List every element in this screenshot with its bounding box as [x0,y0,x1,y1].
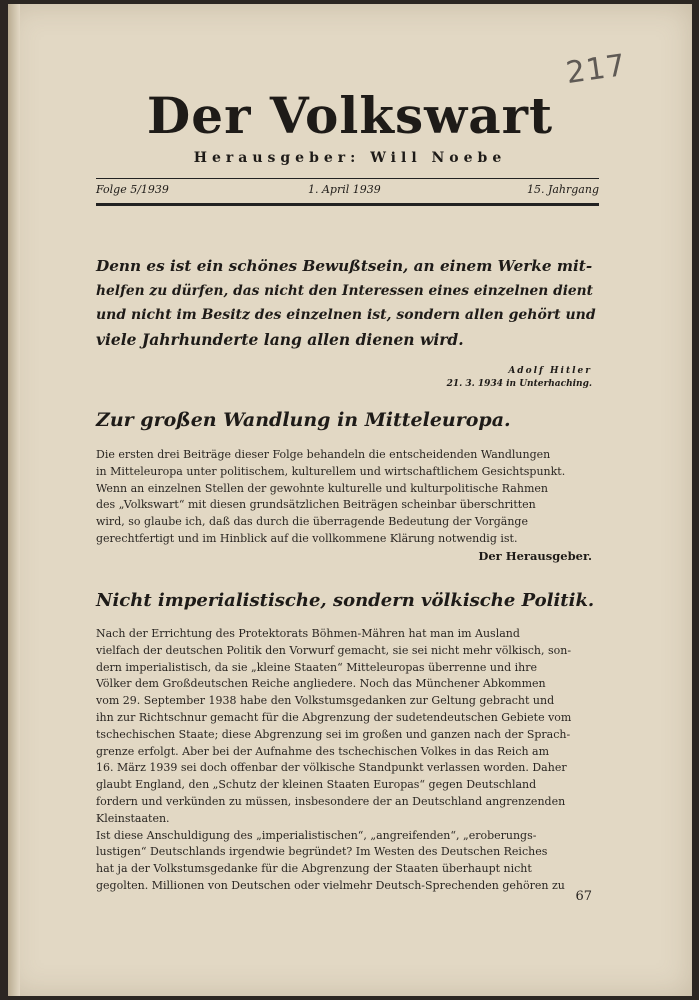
quote-line: Denn es ist ein schönes Bewußtsein, an einem Werke mit- [96,257,593,275]
text-line: fordern und verkünden zu müssen, insbesondere der an Deutschland angrenzenden [96,794,566,808]
issue-volume: 15. Jahrgang [526,183,599,196]
quote-line: helfen zu dürfen, das nicht den Interessen eines einzelnen dient [96,282,594,299]
text-line: gerechtfertigt und im Hinblick auf die vollkommene Klärung notwendig ist. [96,531,518,545]
text-line: lustigen“ Deutschlands irgendwie begründet? Im Westen des Deutschen Reiches [96,845,548,859]
text-line: Die ersten drei Beiträge dieser Folge behandeln die entscheidenden Wandlungen [96,448,551,461]
handwritten-page-mark: 217 [563,47,629,92]
masthead-title: Der Volkswart [146,86,554,145]
text-line: Ist diese Anschuldigung des „imperialistischen“, „angreifenden“, „eroberungs- [96,828,537,842]
epigraph-quote [96,254,599,352]
issue-number: Folge 5/1939 [96,183,169,196]
text-line: vom 29. September 1938 habe den Volkstumsgedanken zur Geltung gebracht und [96,694,555,708]
text-line: 16. März 1939 sei doch offenbar der völkische Standpunkt verlassen worden. Daher [96,761,567,775]
header-rule-thick [96,203,599,206]
page-number: 67 [575,889,592,904]
section-body-politik [96,626,599,895]
masthead-editor: Herausgeber: Will Noebe [193,150,507,166]
quote-author: Adolf Hitler [508,366,592,376]
quote-source: 21. 3. 1934 in Unterhaching. [446,379,592,389]
section-body-wandlung [96,447,599,548]
text-line: hat ja der Volkstumsgedanke für die Abgrenzung der Staaten überhaupt nicht [96,862,532,876]
section-heading-politik: Nicht imperialistische, sondern völkische Politik. [96,590,595,611]
text-line: grenze erfolgt. Aber bei der Aufnahme des tschechischen Volkes in das Reich am [96,744,550,758]
header-rule-thin [96,178,599,179]
text-line: wird, so glaube ich, daß das durch die überragende Bedeutung der Vorgänge [96,515,528,529]
text-line: gegolten. Millionen von Deutschen oder vielmehr Deutsch-Sprechenden gehören zu [96,878,565,892]
text-line: dern imperialistisch, da sie „kleine Staaten“ Mitteleuropas überrenne und ihre [96,660,537,674]
text-line: glaubt England, den „Schutz der kleinen Staaten Europas“ gegen Deutschland [96,778,537,792]
text-line: vielfach der deutschen Politik den Vorwurf gemacht, sie sei nicht mehr völkisch, son- [96,643,572,657]
text-line: Kleinstaaten. [96,811,170,825]
issue-line [96,183,599,201]
text-line: in Mitteleuropa unter politischem, kulturellem und wirtschaftlichem Gesichtspunkt. [96,464,566,478]
text-line: Nach der Errichtung des Protektorats Böhmen-Mähren hat man im Ausland [96,627,520,640]
text-line: ihn zur Richtschnur gemacht für die Abgrenzung der sudetendeutschen Gebiete vom [96,710,572,724]
page-sheet [8,4,692,996]
quote-line: viele Jahrhunderte lang allen dienen wird. [96,329,464,349]
section-heading-wandlung: Zur großen Wandlung in Mitteleuropa. [96,409,511,431]
issue-date: 1. April 1939 [308,183,381,196]
text-line: tschechischen Staate; diese Abgrenzung sei im großen und ganzen nach der Sprach- [96,727,571,741]
quote-line: und nicht im Besitz des einzelnen ist, sondern allen gehört und [96,307,596,323]
editor-signature: Der Herausgeber. [478,549,592,563]
text-line: des „Volkswart“ mit diesen grundsätzlichen Beiträgen scheinbar überschritten [96,498,536,512]
text-line: Wenn an einzelnen Stellen der gewohnte kulturelle und kulturpolitische Rahmen [96,481,548,495]
text-line: Völker dem Großdeutschen Reiche angliedere. Noch das Münchener Abkommen [96,677,546,691]
